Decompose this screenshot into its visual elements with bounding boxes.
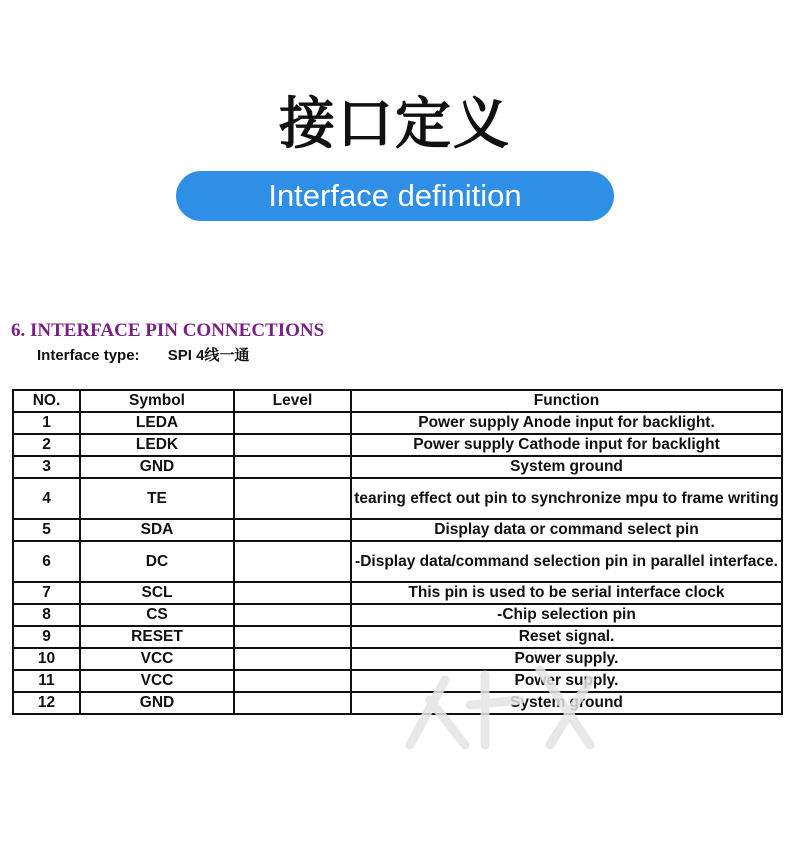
pin-symbol: GND: [80, 692, 234, 714]
pin-symbol: GND: [80, 456, 234, 478]
table-row: [13, 670, 782, 692]
pin-level: [234, 541, 351, 582]
page-title: 接口定义: [279, 92, 511, 157]
interface-type-label: Interface type:: [37, 347, 140, 364]
pin-function: System ground: [351, 692, 782, 714]
col-header-symbol: Symbol: [80, 390, 234, 412]
table-row: [13, 626, 782, 648]
pin-symbol: TE: [80, 478, 234, 519]
table-row: [13, 434, 782, 456]
pin-symbol: LEDK: [80, 434, 234, 456]
pin-number: 12: [13, 692, 80, 714]
pin-table: [12, 389, 783, 715]
pin-number: 9: [13, 626, 80, 648]
table-row: [13, 648, 782, 670]
table-row: [13, 541, 782, 582]
pin-level: [234, 626, 351, 648]
pin-level: [234, 648, 351, 670]
pin-level: [234, 519, 351, 541]
pin-symbol: DC: [80, 541, 234, 582]
table-row: [13, 604, 782, 626]
pin-number: 8: [13, 604, 80, 626]
interface-type-value: SPI 4线一通: [167, 347, 250, 364]
pin-function: Power supply.: [351, 670, 782, 692]
pin-symbol: CS: [80, 604, 234, 626]
pin-level: [234, 692, 351, 714]
pin-symbol: VCC: [80, 670, 234, 692]
col-header-level: Level: [234, 390, 351, 412]
pin-symbol: RESET: [80, 626, 234, 648]
pin-number: 7: [13, 582, 80, 604]
table-row: [13, 478, 782, 519]
pin-symbol: SCL: [80, 582, 234, 604]
pin-level: [234, 456, 351, 478]
pin-symbol: LEDA: [80, 412, 234, 434]
pin-number: 2: [13, 434, 80, 456]
pin-number: 11: [13, 670, 80, 692]
pin-function: Power supply.: [351, 648, 782, 670]
table-row: [13, 519, 782, 541]
pin-level: [234, 582, 351, 604]
pin-number: 10: [13, 648, 80, 670]
pin-function: -Display data/command selection pin in parallel interface.: [351, 541, 782, 582]
pin-symbol: SDA: [80, 519, 234, 541]
pin-function: System ground: [351, 456, 782, 478]
col-header-function: Function: [351, 390, 782, 412]
table-row: [13, 412, 782, 434]
pin-function: This pin is used to be serial interface clock: [351, 582, 782, 604]
table-header-row: [13, 390, 782, 412]
pin-function: Power supply Anode input for backlight.: [351, 412, 782, 434]
pin-function: Power supply Cathode input for backlight: [351, 434, 782, 456]
interface-type-line: [37, 344, 249, 365]
subtitle-banner: [176, 171, 614, 221]
table-row: [13, 582, 782, 604]
pin-function: Display data or command select pin: [351, 519, 782, 541]
pin-function: Reset signal.: [351, 626, 782, 648]
pin-level: [234, 478, 351, 519]
table-row: [13, 692, 782, 714]
subtitle-text: Interface definition: [268, 178, 522, 213]
pin-level: [234, 434, 351, 456]
pin-number: 5: [13, 519, 80, 541]
pin-function: tearing effect out pin to synchronize mpu to frame writing: [351, 478, 782, 519]
pin-number: 6: [13, 541, 80, 582]
pin-number: 3: [13, 456, 80, 478]
pin-number: 1: [13, 412, 80, 434]
col-header-no: NO.: [13, 390, 80, 412]
pin-symbol: VCC: [80, 648, 234, 670]
pin-level: [234, 604, 351, 626]
pin-level: [234, 670, 351, 692]
pin-number: 4: [13, 478, 80, 519]
pin-function: -Chip selection pin: [351, 604, 782, 626]
pin-level: [234, 412, 351, 434]
section-heading: 6. INTERFACE PIN CONNECTIONS: [11, 320, 325, 341]
table-row: [13, 456, 782, 478]
